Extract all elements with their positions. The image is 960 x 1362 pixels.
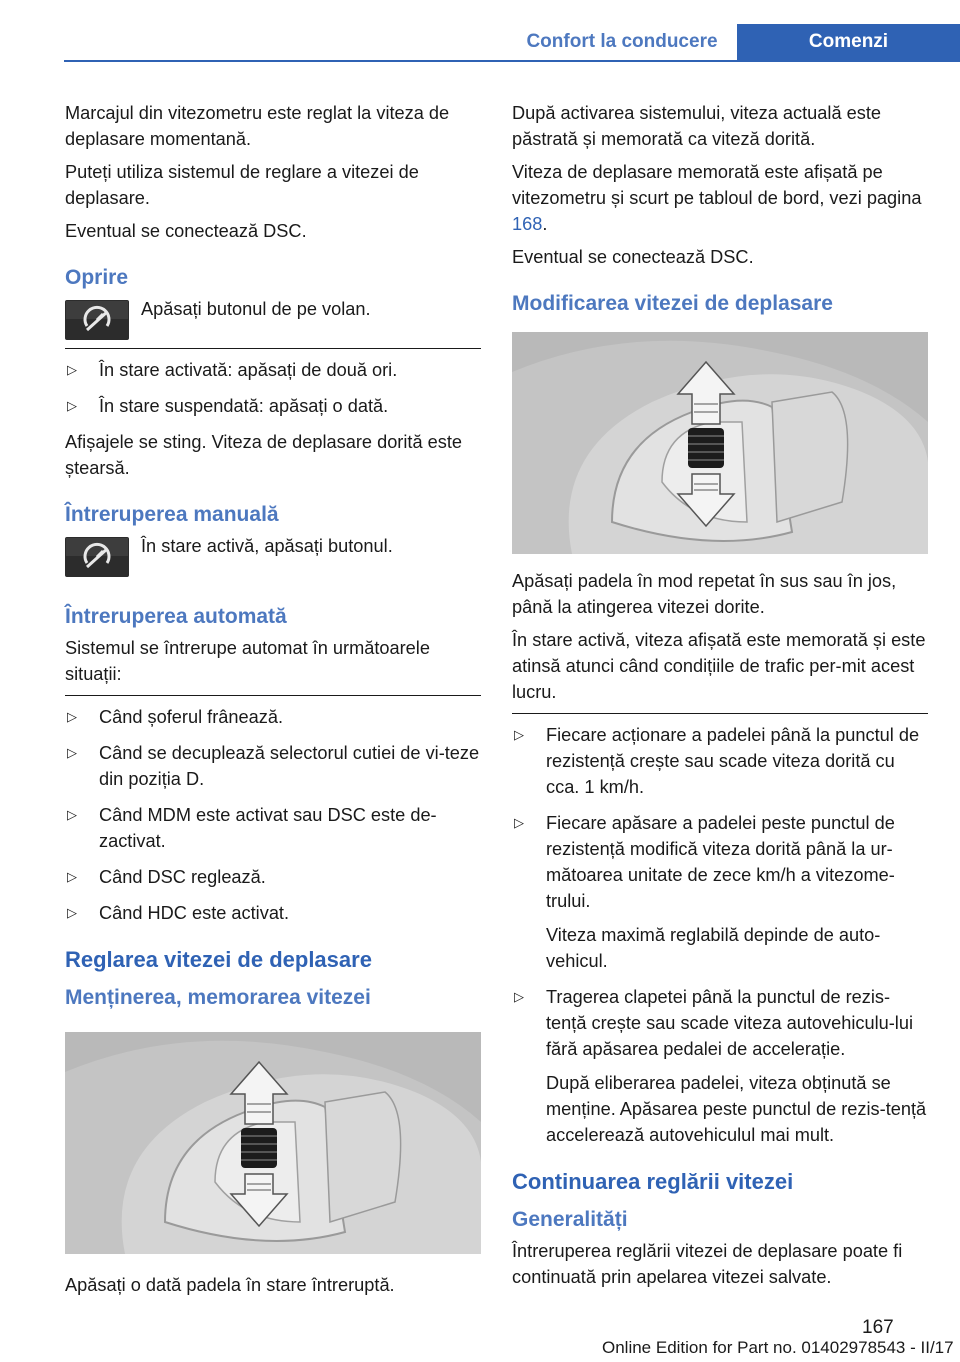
list-item-text: Fiecare apăsare a padelei peste punctul de rezistență modifică viteza dorită până la ur-mătoarea unitate de zece km/h a vitezome-trului. (546, 813, 895, 911)
paragraph-text: Viteza de deplasare memorată este afișată pe vitezometru și scurt pe tabloul de bord, vezi pagina (512, 162, 922, 208)
manual-instruction (65, 533, 481, 577)
bullet-triangle-icon: ▷ (67, 362, 77, 377)
list-item-text: Tragerea clapetei până la punctul de rezis-tență crește sau scade viteza autovehiculu-lui fără apăsarea pedalei de accelerație. (546, 987, 913, 1059)
list-item-text: Când HDC este activat. (99, 903, 290, 923)
list-item (512, 722, 928, 800)
auto-list (65, 704, 481, 926)
oprire-list (65, 357, 481, 419)
left-column (65, 100, 481, 1305)
list-item (65, 864, 481, 890)
list-item-text: Când șoferul frânează. (99, 707, 284, 727)
heading-continuarea: Continuarea reglării vitezei (512, 1169, 794, 1194)
divider (65, 348, 481, 349)
heading-auto: Întreruperea automată (65, 605, 287, 628)
oprire-instruction (65, 296, 481, 340)
heading-modificarea: Modificarea vitezei de deplasare (512, 292, 833, 315)
paragraph: Marcajul din vitezometru este reglat la viteza de deplasare momentană. (65, 103, 450, 149)
list-item-text: Când se decuplează selectorul cutiei de vi-teze din poziția D. (99, 743, 480, 789)
header-chapter-tab[interactable]: Comenzi (737, 24, 960, 62)
list-item (65, 740, 481, 792)
paragraph: Puteți utiliza sistemul de reglare a vitezei de deplasare. (65, 162, 419, 208)
paragraph: După activarea sistemului, viteza actuală este păstrată și memorată ca viteză dorită. (512, 103, 881, 149)
page-link[interactable]: 168 (512, 214, 543, 234)
steering-wheel-paddle-image (512, 332, 928, 554)
heading-manual: Întreruperea manuală (65, 503, 279, 526)
page-number: 167 (862, 1317, 894, 1338)
steering-wheel-paddle-image (65, 1032, 481, 1254)
paragraph: Apăsați padela în mod repetat în sus sau în jos, până la atingerea vitezei dorite. (512, 571, 897, 617)
list-item (65, 900, 481, 926)
list-item-text: Când DSC reglează. (99, 867, 266, 887)
instruction-text: În stare activă, apăsați butonul. (141, 536, 393, 556)
bullet-triangle-icon: ▷ (67, 745, 77, 760)
instruction-text: Apăsați butonul de pe volan. (141, 299, 371, 319)
paragraph: Eventual se conectează DSC. (512, 247, 754, 267)
header-rule (64, 60, 960, 62)
list-item-note: Viteza maximă reglabilă depinde de auto-vehicul. (546, 925, 881, 971)
header-section-tab[interactable]: Confort la conducere (507, 24, 737, 60)
list-item (65, 393, 481, 419)
list-item-text: Când MDM este activat sau DSC este de-zactivat. (99, 805, 437, 851)
list-item (65, 704, 481, 730)
bullet-triangle-icon: ▷ (67, 905, 77, 920)
paragraph: Eventual se conectează DSC. (65, 221, 307, 241)
image-caption: Apăsați o dată padela în stare întreruptă. (65, 1275, 395, 1295)
bullet-triangle-icon: ▷ (67, 398, 77, 413)
list-item (512, 810, 928, 974)
bullet-triangle-icon: ▷ (514, 727, 524, 742)
list-item (65, 802, 481, 854)
paragraph: Întreruperea reglării vitezei de deplasare poate fi continuată prin apelarea vitezei salvate. (512, 1241, 903, 1287)
bullet-triangle-icon: ▷ (514, 815, 524, 830)
heading-oprire: Oprire (65, 266, 129, 289)
modificarea-list (512, 722, 928, 1148)
paragraph-text: . (542, 214, 548, 234)
bullet-triangle-icon: ▷ (514, 989, 524, 1004)
heading-generalitati: Generalități (512, 1208, 628, 1231)
bullet-triangle-icon: ▷ (67, 709, 77, 724)
paragraph: Afișajele se sting. Viteza de deplasare dorită este ștearsă. (65, 432, 462, 478)
footer-edition: Online Edition for Part no. 01402978543 - II/17 (602, 1338, 954, 1357)
list-item-text: În stare suspendată: apăsați o dată. (99, 396, 389, 416)
heading-reglarea: Reglarea vitezei de deplasare (65, 947, 372, 972)
cruise-control-button-icon (65, 300, 129, 340)
list-item (512, 984, 928, 1148)
right-column (512, 100, 928, 1297)
divider (65, 695, 481, 696)
list-item-note: După eliberarea padelei, viteza obținută se menține. Apăsarea peste punctul de rezis-tență accelerează autovehiculul mai mult. (546, 1073, 927, 1145)
list-item-text: În stare activată: apăsați de două ori. (99, 360, 398, 380)
list-item-text: Fiecare acționare a padelei până la punctul de rezistență crește sau scade viteza dorită cu cca. 1 km/h. (546, 725, 920, 797)
list-item (65, 357, 481, 383)
bullet-triangle-icon: ▷ (67, 807, 77, 822)
bullet-triangle-icon: ▷ (67, 869, 77, 884)
divider (512, 713, 928, 714)
paragraph: Sistemul se întrerupe automat în următoarele situații: (65, 638, 430, 684)
heading-mentinerea: Menținerea, memorarea vitezei (65, 986, 371, 1009)
paragraph: În stare activă, viteza afișată este memorată și este atinsă atunci când condițiile de trafic per-mit acest lucru. (512, 630, 926, 702)
cruise-control-button-icon (65, 537, 129, 577)
paragraph (512, 159, 928, 237)
